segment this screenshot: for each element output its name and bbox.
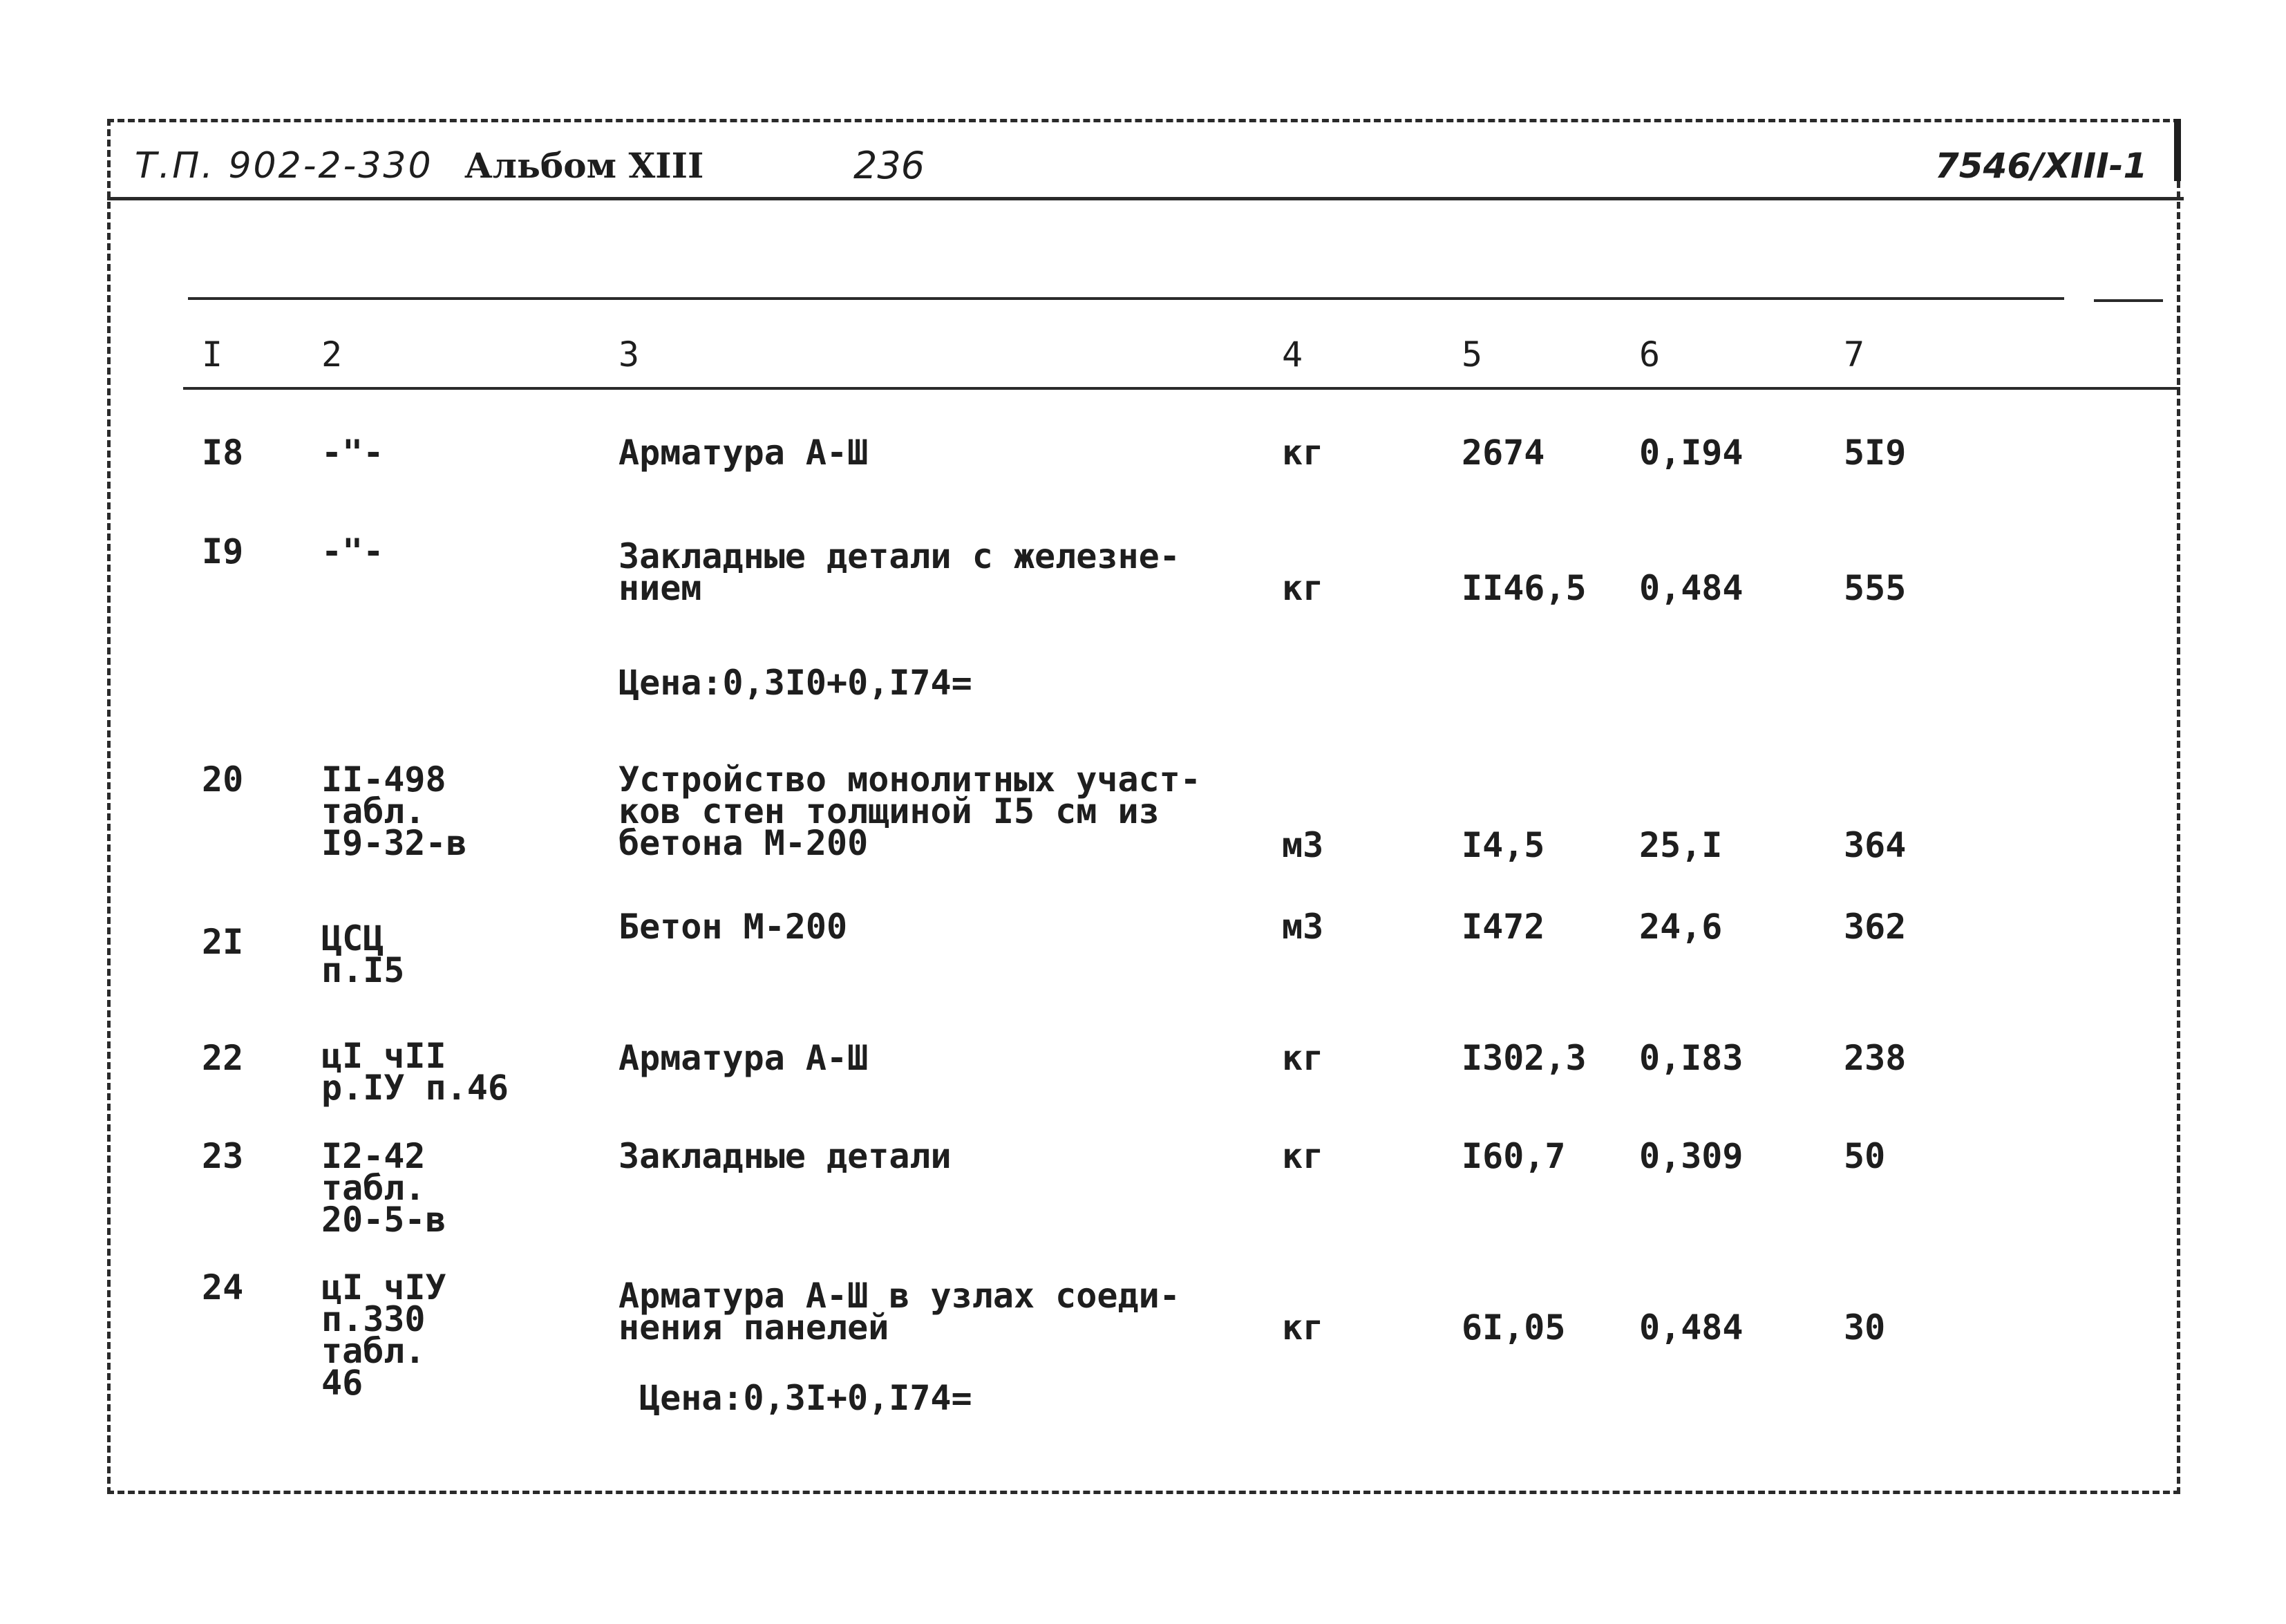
row-price: 0,484 (1639, 568, 1744, 608)
row-unit: м3 (1282, 825, 1324, 865)
row-ref: -"- (321, 433, 384, 473)
row-num: 20 (202, 759, 244, 800)
row-num: 24 (202, 1267, 244, 1307)
row-num: 2I (202, 922, 244, 962)
row-note: Цена:0,3I0+0,I74= (618, 663, 972, 703)
row-desc: Бетон М-200 (618, 907, 848, 947)
row-qty: I4,5 (1462, 825, 1545, 865)
row-num: 23 (202, 1136, 244, 1176)
column-header-6: 6 (1639, 334, 1661, 375)
frame-edge-mark (2174, 119, 2181, 181)
row-ref: I2-42 табл. 20-5-в (321, 1136, 446, 1240)
row-ref: II-498 табл. I9-32-в (321, 759, 467, 863)
column-header-3: 3 (618, 334, 640, 375)
row-ref: -"- (321, 531, 384, 572)
table-top-rule (188, 297, 2064, 300)
column-header-rule (183, 387, 2180, 390)
row-qty: I302,3 (1462, 1038, 1587, 1078)
row-price: 24,6 (1639, 907, 1723, 947)
row-note: Цена:0,3I+0,I74= (639, 1378, 972, 1418)
row-price: 0,I83 (1639, 1038, 1744, 1078)
row-unit: кг (1282, 1307, 1324, 1348)
column-header-4: 4 (1282, 334, 1303, 375)
row-unit: м3 (1282, 907, 1324, 947)
row-desc: Арматура А-Ш (618, 1038, 869, 1078)
row-price: 0,I94 (1639, 433, 1744, 473)
row-num: I8 (202, 433, 244, 473)
column-header-5: 5 (1462, 334, 1483, 375)
row-unit: кг (1282, 1136, 1324, 1176)
row-total: 362 (1844, 907, 1907, 947)
row-qty: I472 (1462, 907, 1545, 947)
inventory-mark: 7546/XIII-1 (1935, 146, 2148, 186)
row-desc: Арматура А-Ш (618, 433, 869, 473)
project-code: Т.П. 902-2-330 (135, 145, 433, 187)
row-total: 5I9 (1844, 433, 1907, 473)
album-title: Альбом XIII (464, 145, 704, 186)
row-total: 238 (1844, 1038, 1907, 1078)
column-header-7: 7 (1844, 334, 1865, 375)
table-top-rule-tail (2094, 299, 2163, 302)
row-num: I9 (202, 531, 244, 572)
row-unit: кг (1282, 568, 1324, 608)
row-desc: Устройство монолитных участ- ков стен толщиной I5 см из бетона М-200 (618, 759, 1201, 863)
row-qty: II46,5 (1462, 568, 1587, 608)
column-header-1: I (202, 334, 223, 375)
row-num: 22 (202, 1038, 244, 1078)
row-desc: Закладные детали (618, 1136, 952, 1176)
row-unit: кг (1282, 433, 1324, 473)
row-total: 30 (1844, 1307, 1886, 1348)
row-ref: цI чIУ п.330 табл. 46 (321, 1267, 446, 1403)
row-price: 25,I (1639, 825, 1723, 865)
row-total: 555 (1844, 568, 1907, 608)
row-unit: кг (1282, 1038, 1324, 1078)
header-separator (107, 197, 2184, 200)
row-price: 0,484 (1639, 1307, 1744, 1348)
row-qty: 2674 (1462, 433, 1545, 473)
row-ref: ЦСЦ п.I5 (321, 918, 405, 990)
row-qty: I60,7 (1462, 1136, 1566, 1176)
column-header-2: 2 (321, 334, 343, 375)
row-desc: Арматура А-Ш в узлах соеди- нения панелей (618, 1276, 1180, 1348)
row-qty: 6I,05 (1462, 1307, 1566, 1348)
row-price: 0,309 (1639, 1136, 1744, 1176)
row-total: 50 (1844, 1136, 1886, 1176)
page-number: 236 (853, 144, 925, 187)
row-ref: цI чII р.IУ п.46 (321, 1036, 509, 1108)
row-desc: Закладные детали с железне- нием (618, 536, 1180, 608)
row-total: 364 (1844, 825, 1907, 865)
